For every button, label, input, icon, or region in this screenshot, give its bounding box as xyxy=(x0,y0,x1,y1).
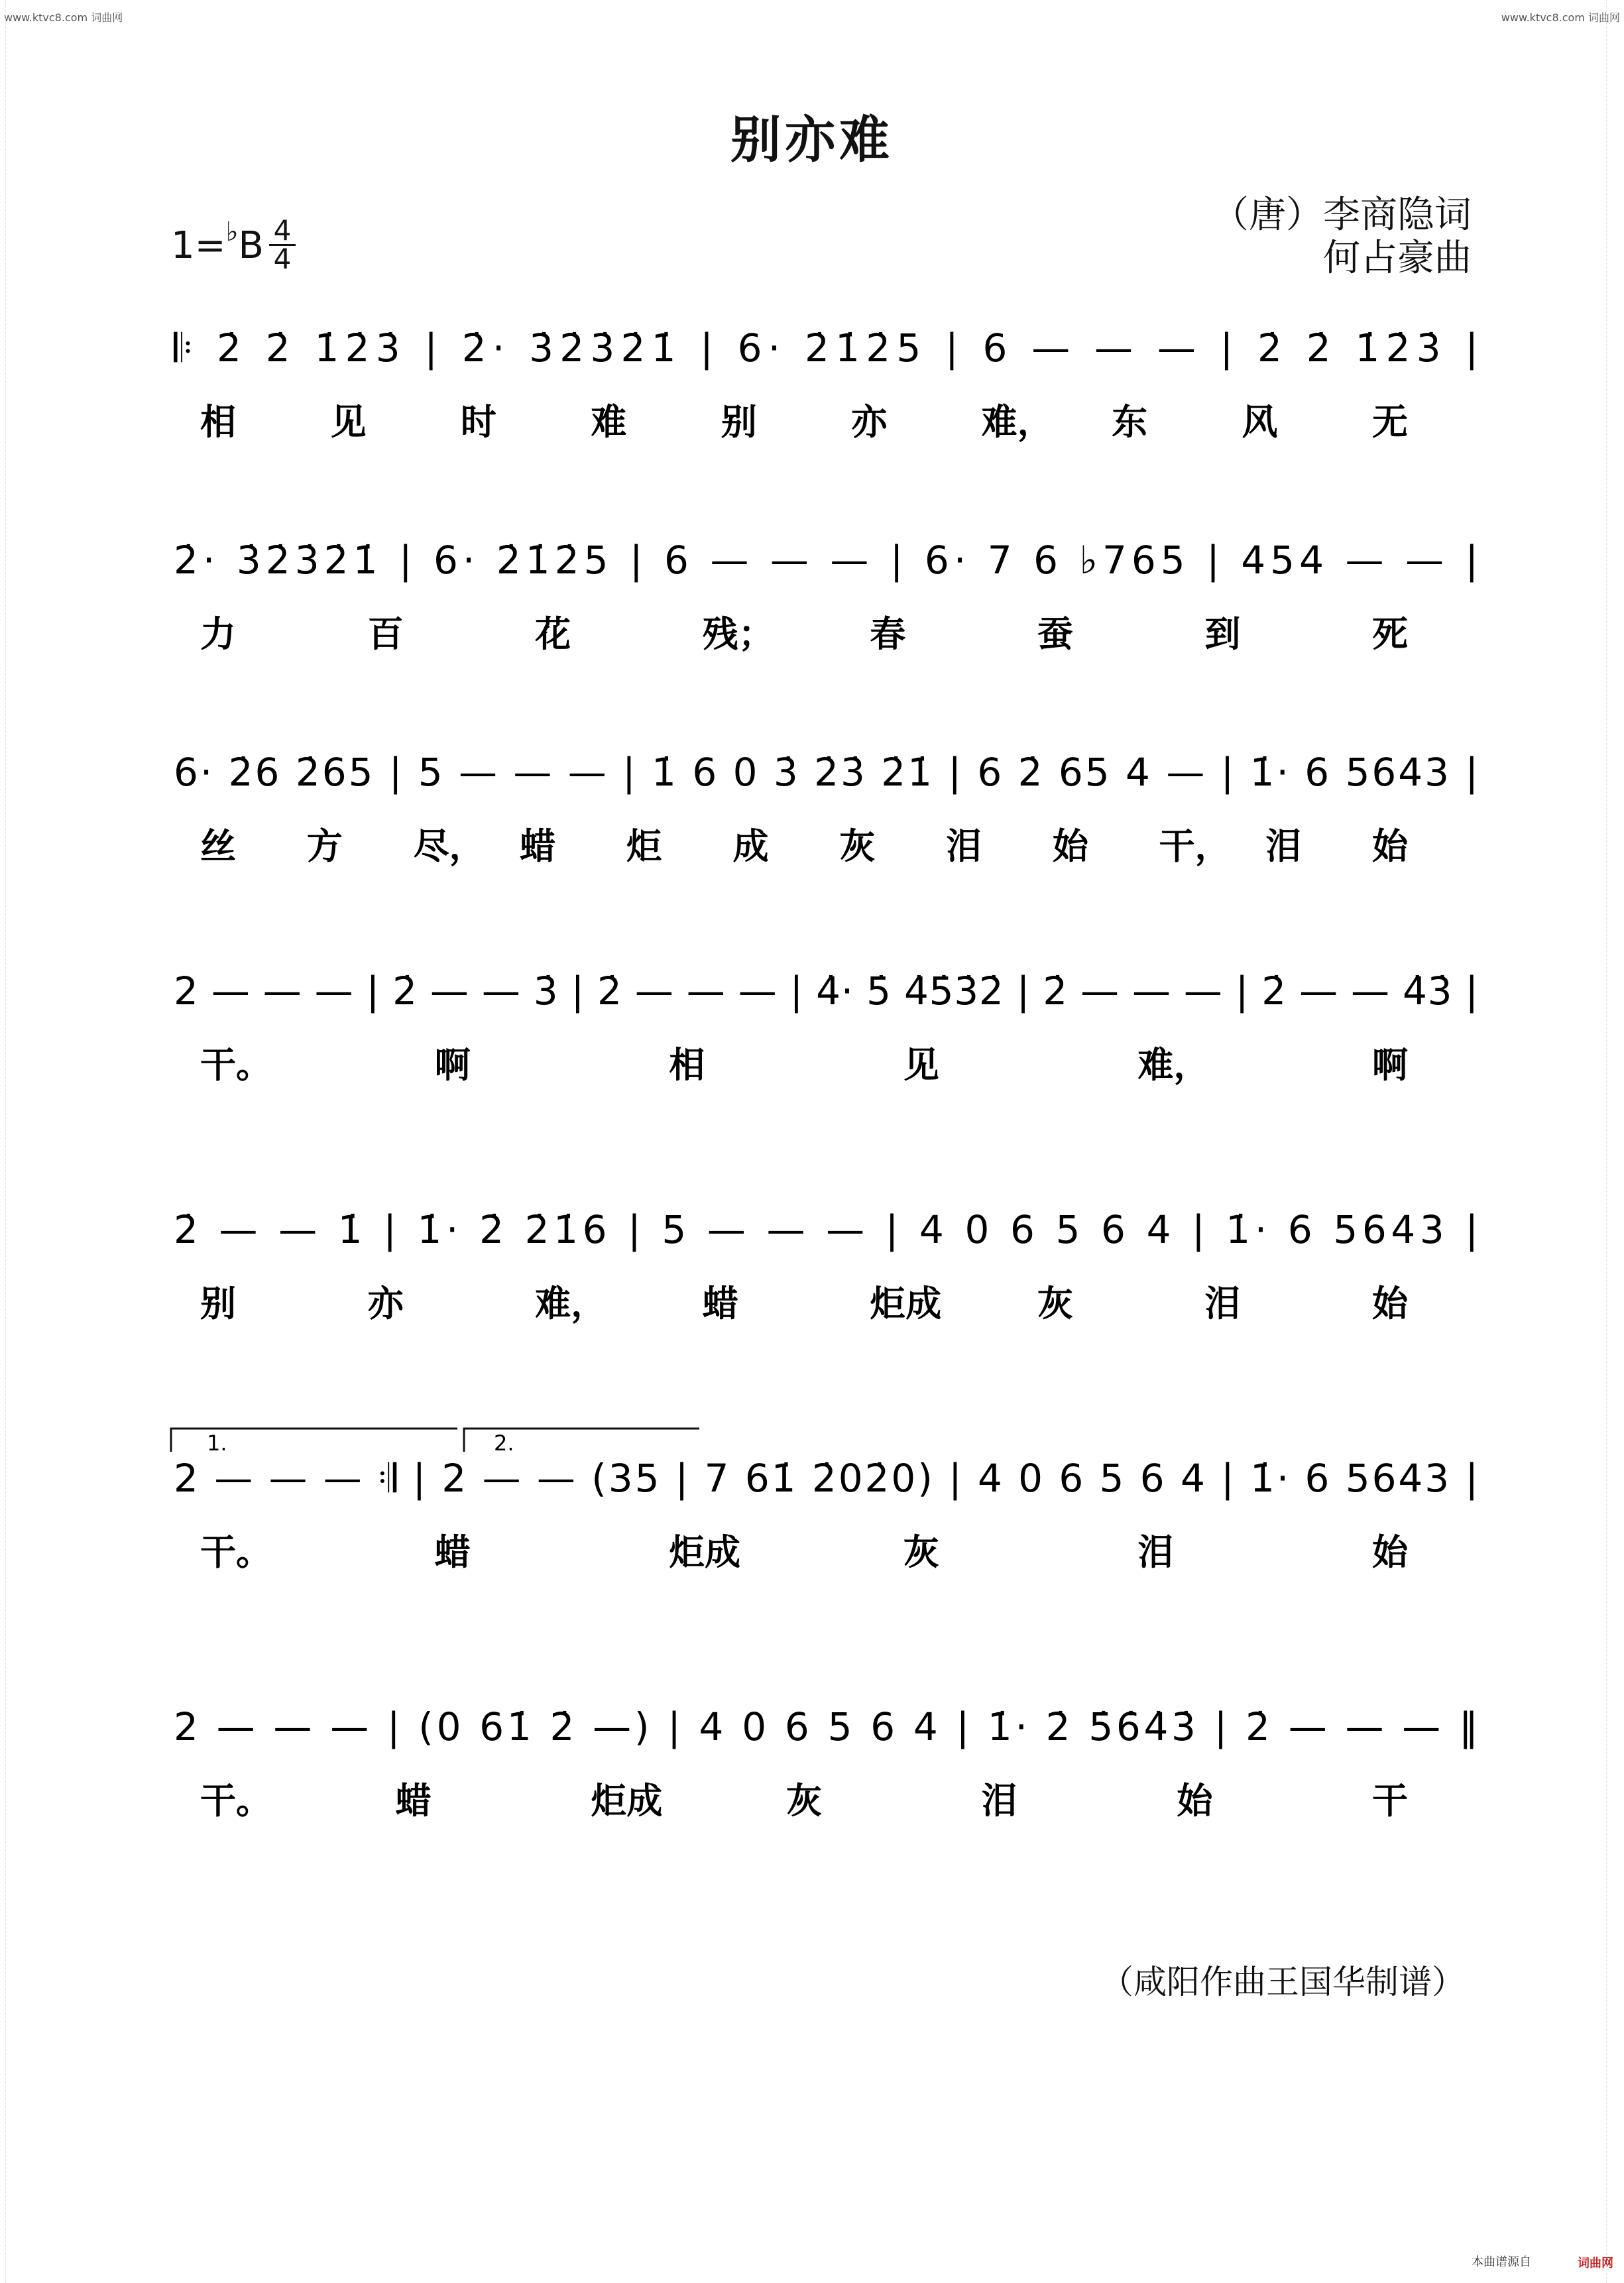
notation-line: 2 — — — | (0 61̇ 2̇ —) | 4 0 6 5 6 4 | 1̇· 2̇ 5̇6̇4̇3̇ | 2̇ — — — ‖ xyxy=(174,1704,1478,1749)
lyric-syllable: 干。 xyxy=(200,1043,272,1086)
lyric-syllable: 东 xyxy=(1112,400,1148,443)
lyric-syllable: 炬 xyxy=(626,825,662,867)
lyric-syllable: 亦 xyxy=(367,1282,404,1324)
ending-label-2: 2. xyxy=(494,1431,514,1456)
lyric-syllable: 别 xyxy=(721,400,757,443)
notation-line: 2̇ — — 1̇ | 1̇· 2̇ 2̇1̇6 | 5 — — — | 4 0 6 5 6 4 | 1̇· 6 5643 | xyxy=(174,1207,1478,1252)
lyric-syllable: 灰 xyxy=(1037,1282,1073,1324)
lyric-syllable: 泪 xyxy=(946,825,982,867)
lyric-syllable: 春 xyxy=(870,613,906,655)
lyric-syllable: 百 xyxy=(367,613,404,655)
lyric-syllable: 难 xyxy=(591,400,627,443)
lyric-syllable: 死 xyxy=(1372,613,1408,655)
lyric-syllable: 难， xyxy=(535,1282,607,1324)
lyric-syllable: 炬成 xyxy=(591,1779,663,1822)
lyric-syllable: 泪 xyxy=(1204,1282,1241,1324)
lyricist-credit: （唐）李商隐词 xyxy=(1212,194,1472,237)
lyric-syllable: 蜡 xyxy=(395,1779,432,1822)
footer-source-note: 本曲谱源自 xyxy=(1472,2255,1531,2269)
lyric-syllable: 干 xyxy=(1372,1779,1408,1822)
lyric-syllable: 到 xyxy=(1204,613,1241,655)
key-prefix: 1= xyxy=(171,224,226,267)
lyric-syllable: 花 xyxy=(535,613,571,655)
lyric-syllable: 难， xyxy=(1137,1043,1210,1086)
lyric-syllable: 见 xyxy=(903,1043,939,1086)
notation-line: 2 — — — 𝄇 | 2 — — (35 | 7 61̇ 2̇02̇0) | 4 0 6 5 6 4 | 1̇· 6 5643 | xyxy=(174,1456,1478,1501)
lyric-syllable: 灰 xyxy=(839,825,876,867)
lyric-syllable: 炬成 xyxy=(870,1282,942,1324)
ending-label-1: 1. xyxy=(207,1431,227,1456)
composer-credit: 何占豪曲 xyxy=(1323,237,1472,280)
footer-brand: 词曲网 xyxy=(1578,2256,1613,2270)
notation-line: 𝄆 2̇ 2̇ 1̇2̇3̇ | 2̇· 3̇2̇3̇2̇1̇ | 6· 2̇1̇2̇5 | 6 — — — | 2̇ 2̇ 1̇2̇3̇ | xyxy=(174,325,1478,371)
lyric-syllable: 蜡 xyxy=(702,1282,738,1324)
lyric-syllable: 干。 xyxy=(200,1779,272,1822)
lyric-syllable: 泪 xyxy=(1137,1531,1174,1573)
lyric-syllable: 难， xyxy=(981,400,1053,443)
song-title: 别亦难 xyxy=(730,110,894,169)
notation-line: 2 — — — | 2̇ — — 3̇ | 2̇ — — — | 4̇· 5̇ 4̇5̇3̇2̇ | 2̇ — — — | 2̇ — — 4̇3̇ | xyxy=(174,968,1478,1014)
lyric-syllable: 蜡 xyxy=(434,1531,471,1573)
lyric-syllable: 别 xyxy=(200,1282,236,1324)
lyric-syllable: 泪 xyxy=(981,1779,1017,1822)
lyric-syllable: 丝 xyxy=(200,825,236,867)
meter-denominator: 4 xyxy=(269,244,296,272)
lyric-syllable: 泪 xyxy=(1265,825,1302,867)
header-site-right: www.ktvc8.com 词曲网 xyxy=(1501,11,1620,24)
maker-note: （咸阳作曲王国华制谱） xyxy=(1100,1963,1465,2001)
lyric-syllable: 始 xyxy=(1372,1531,1408,1573)
lyric-syllable: 无 xyxy=(1372,400,1408,443)
lyric-syllable: 见 xyxy=(330,400,367,443)
meter-numerator: 4 xyxy=(273,214,292,247)
lyric-syllable: 干。 xyxy=(200,1531,272,1573)
lyric-syllable: 灰 xyxy=(903,1531,939,1573)
lyric-syllable: 始 xyxy=(1052,825,1088,867)
lyric-syllable: 始 xyxy=(1177,1779,1213,1822)
lyric-syllable: 蚕 xyxy=(1037,613,1073,655)
lyric-syllable: 啊 xyxy=(1372,1043,1408,1086)
lyric-syllable: 啊 xyxy=(434,1043,471,1086)
lyric-syllable: 始 xyxy=(1372,825,1408,867)
lyric-syllable: 残； xyxy=(702,613,774,655)
lyric-syllable: 成 xyxy=(732,825,769,867)
lyric-syllable: 尽， xyxy=(413,825,485,867)
notation-line: 6· 2̇6 2̇65 | 5 — — — | 1̇ 6 0 3̇ 2̇3̇ 2̇1̇ | 6 2̇ 65 4 — | 1̇· 6 5643 | xyxy=(174,750,1478,795)
lyric-syllable: 相 xyxy=(200,400,236,443)
key-letter: B xyxy=(238,224,264,267)
header-site-left: www.ktvc8.com 词曲网 xyxy=(4,11,123,24)
lyric-syllable: 始 xyxy=(1372,1282,1408,1324)
lyric-syllable: 蜡 xyxy=(520,825,556,867)
flat-sign: ♭ xyxy=(225,217,239,247)
lyric-syllable: 时 xyxy=(460,400,496,443)
notation-line: 2̇· 3̇2̇3̇2̇1̇ | 6· 2̇1̇2̇5 | 6 — — — | 6· 7 6 ♭765 | 454 — — | xyxy=(174,538,1478,583)
lyric-syllable: 亦 xyxy=(851,400,888,443)
lyric-syllable: 炬成 xyxy=(669,1531,741,1573)
lyric-syllable: 力 xyxy=(200,613,236,655)
lyric-syllable: 干， xyxy=(1159,825,1231,867)
lyric-syllable: 灰 xyxy=(786,1779,822,1822)
lyric-syllable: 相 xyxy=(669,1043,705,1086)
lyric-syllable: 风 xyxy=(1242,400,1278,443)
lyric-syllable: 方 xyxy=(306,825,343,867)
